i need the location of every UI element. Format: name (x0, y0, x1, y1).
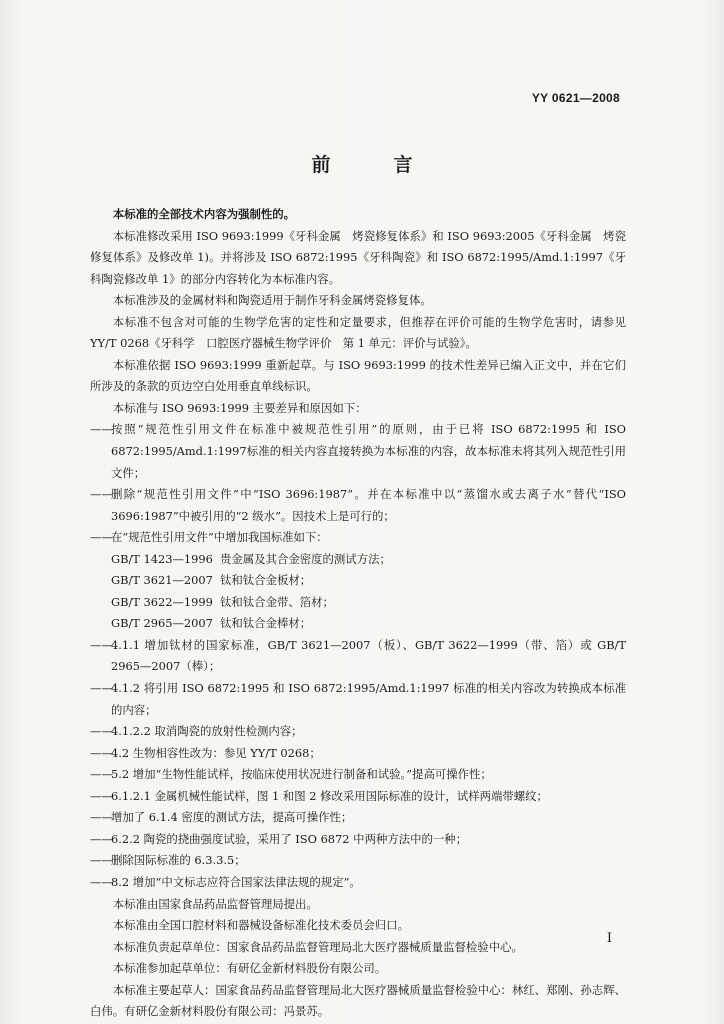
reference-title: 贵金属及其合金密度的测试方法； (220, 551, 391, 566)
paragraph: 本标准由全国口腔材料和器械设备标准化技术委员会归口。 (112, 918, 409, 933)
difference-item: —— 8.2 增加“中文标志应符合国家法律法规的规定”。 (90, 872, 626, 894)
reference-item (90, 613, 626, 635)
dash-mark: —— (90, 874, 113, 889)
difference-item: —— 5.2 增加“生物性能试样，按临床使用状况进行制备和试验。”提高可操作性； (90, 764, 626, 786)
paragraph: 本标准主要起草人：国家食品药品监督管理局北大医疗器械质量监督检验中心：林红、郑刚、孙志辉、白伟。有研亿金新材料股份有限公司：冯景苏。 (90, 982, 626, 1019)
dash-mark: —— (90, 637, 113, 652)
paragraph: 本标准参加起草单位：有研亿金新材料股份有限公司。 (112, 961, 387, 976)
reference-title: 钛和钛合金棒材； (220, 616, 312, 631)
reference-code: GB/T 2965—2007 (111, 616, 213, 631)
difference-item: —— 删除国际标准的 6.3.3.5； (90, 850, 626, 872)
reference-title: 钛和钛合金板材； (220, 573, 312, 588)
difference-item: —— 6.1.2.1 金属机械性能试样，图 1 和图 2 修改采用国际标准的设计，试样两端带螺纹； (90, 786, 626, 808)
paragraph: 本标准不包含对可能的生物学危害的定性和定量要求，但推荐在评价可能的生物学危害时，请参见 YY/T 0268《牙科学 口腔医疗器械生物学评价 第 1 单元：评价与试验》。 (90, 314, 626, 351)
dash-mark: —— (90, 422, 113, 437)
reference-code: GB/T 3621—2007 (111, 573, 213, 588)
dash-mark: —— (90, 767, 113, 782)
reference-item (90, 592, 626, 614)
paragraph: 本标准的全部技术内容为强制性的。 (112, 207, 296, 221)
difference-item: —— 4.1.2.2 取消陶瓷的放射性检测内容； (90, 721, 626, 743)
difference-item: —— 按照“规范性引用文件在标准中被规范性引用”的原则，由于已将 ISO 6872:1995 和 ISO 6872:1995/Amd.1:1997标准的相关内容直接转换为本标准的内容，故本标准未将其列入规范性引用文件； (90, 419, 626, 484)
difference-item: —— 增加了 6.1.4 密度的测试方法，提高可操作性； (90, 807, 626, 829)
difference-item: —— 6.2.2 陶瓷的挠曲强度试验，采用了 ISO 6872 中两种方法中的一种； (90, 829, 626, 851)
dash-mark: —— (90, 530, 113, 545)
page-title: 前 言 (311, 154, 435, 176)
difference-item: —— 在“规范性引用文件”中增加我国标准如下： (90, 527, 626, 549)
dash-mark: —— (90, 487, 113, 502)
dash-mark: —— (90, 810, 113, 825)
difference-item: —— 删除“规范性引用文件”中“ISO 3696:1987”。并在本标准中以“蒸馏水或去离子水”替代“ISO 3696:1987”中被引用的“2 级水”。因技术上是可行的； (90, 484, 626, 527)
dash-mark: —— (90, 853, 113, 868)
dash-mark: —— (90, 745, 113, 760)
dash-mark: —— (90, 788, 113, 803)
difference-item: —— 4.1.2 将引用 ISO 6872:1995 和 ISO 6872:1995/Amd.1:1997 标准的相关内容改为转换成本标准的内容； (90, 678, 626, 721)
foreword-body (90, 204, 626, 1023)
reference-item (90, 549, 626, 571)
standard-number: YY 0621—2008 (531, 91, 620, 105)
dash-mark: —— (90, 724, 113, 739)
paragraph: 本标准与 ISO 9693:1999 主要差异和原因如下： (112, 400, 367, 415)
paragraph: 本标准依据 ISO 9693:1999 重新起草。与 ISO 9693:1999 的技术性差异已编入正文中，并在它们所涉及的条款的页边空白处用垂直单线标识。 (90, 357, 626, 394)
page-number: I (606, 931, 612, 946)
dash-mark: —— (90, 681, 113, 696)
difference-item: —— 4.1.1 增加钛材的国家标准，GB/T 3621—2007（板）、GB/T 3622—1999（带、箔）或 GB/T 2965—2007（棒）； (90, 635, 626, 678)
paragraph: 本标准涉及的金属材料和陶瓷适用于制作牙科金属烤瓷修复体。 (112, 293, 432, 308)
reference-code: GB/T 3622—1999 (111, 594, 213, 609)
reference-item (90, 570, 626, 592)
dash-mark: —— (90, 831, 113, 846)
difference-item: —— 4.2 生物相容性改为：参见 YY/T 0268； (90, 743, 626, 765)
paragraph: 本标准负责起草单位：国家食品药品监督管理局北大医疗器械质量监督检验中心。 (112, 939, 523, 954)
paragraph: 本标准修改采用 ISO 9693:1999《牙科金属 烤瓷修复体系》和 ISO 9693:2005《牙科金属 烤瓷修复体系》及修改单 1)。并将涉及 ISO 6872:1995《牙科陶瓷》和 ISO 6872:1995/Amd.1:1997《牙科陶瓷修改单 1》的部分内容转化为本标准内容。 (90, 228, 626, 286)
reference-title: 钛和钛合金带、箔材； (220, 594, 334, 609)
paragraph: 本标准由国家食品药品监督管理局提出。 (112, 896, 318, 911)
reference-code: GB/T 1423—1996 (111, 551, 213, 566)
